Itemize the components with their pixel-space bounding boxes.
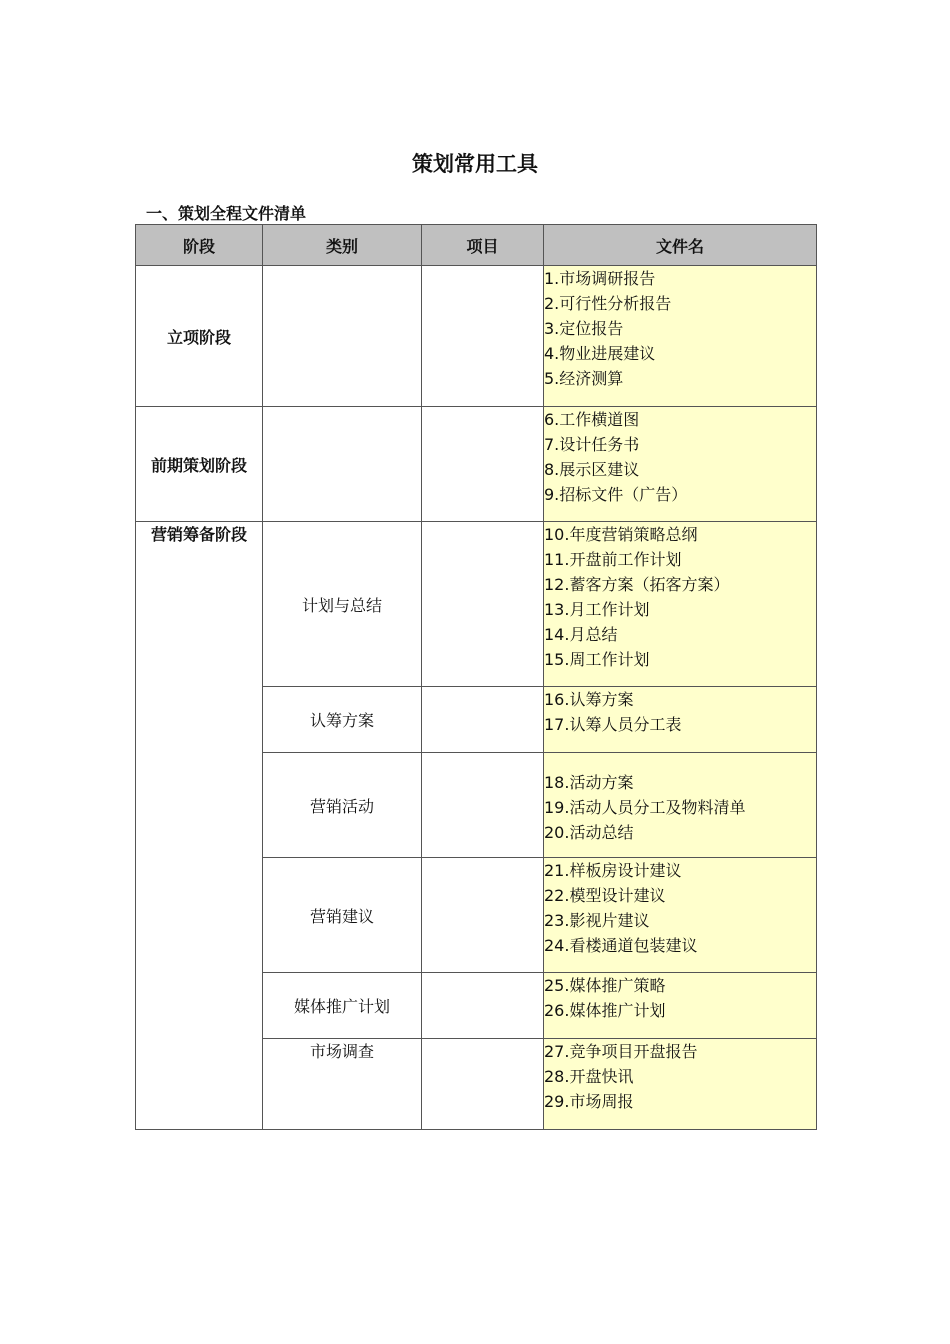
item-cell — [422, 973, 544, 1039]
table-row — [136, 407, 817, 522]
category-cell: 营销活动 — [263, 753, 422, 858]
file-item: 21.样板房设计建议 — [544, 861, 682, 880]
filename-cell — [544, 687, 817, 753]
file-item: 16.认筹方案 — [544, 690, 634, 709]
table-row — [136, 522, 817, 687]
file-item: 25.媒体推广策略 — [544, 976, 666, 995]
header-stage: 阶段 — [136, 225, 263, 266]
filename-cell — [544, 753, 817, 858]
category-cell: 认筹方案 — [263, 687, 422, 753]
table-header-row — [136, 225, 817, 266]
file-item: 22.模型设计建议 — [544, 886, 666, 905]
document-title: 策划常用工具 — [412, 152, 538, 176]
file-item: 26.媒体推广计划 — [544, 1001, 666, 1020]
file-item: 19.活动人员分工及物料清单 — [544, 798, 746, 817]
filename-cell — [544, 522, 817, 687]
stage-cell: 前期策划阶段 — [136, 407, 263, 522]
file-item: 8.展示区建议 — [544, 460, 640, 479]
item-cell — [422, 858, 544, 973]
stage-cell: 营销筹备阶段 — [136, 522, 263, 1130]
item-cell — [422, 407, 544, 522]
filename-cell — [544, 266, 817, 407]
file-item: 2.可行性分析报告 — [544, 294, 672, 313]
filename-cell — [544, 407, 817, 522]
category-cell: 媒体推广计划 — [263, 973, 422, 1039]
file-item: 5.经济测算 — [544, 369, 624, 388]
file-item: 27.竞争项目开盘报告 — [544, 1042, 698, 1061]
file-item: 10.年度营销策略总纲 — [544, 525, 698, 544]
category-cell: 营销建议 — [263, 858, 422, 973]
filename-cell — [544, 973, 817, 1039]
file-item: 23.影视片建议 — [544, 911, 650, 930]
item-cell — [422, 266, 544, 407]
item-cell — [422, 1039, 544, 1130]
category-cell: 市场调查 — [263, 1039, 422, 1130]
header-filename: 文件名 — [544, 225, 817, 266]
file-item: 7.设计任务书 — [544, 435, 640, 454]
header-item: 项目 — [422, 225, 544, 266]
header-category: 类别 — [263, 225, 422, 266]
file-item: 20.活动总结 — [544, 823, 634, 842]
file-item: 15.周工作计划 — [544, 650, 650, 669]
file-item: 11.开盘前工作计划 — [544, 550, 682, 569]
category-cell — [263, 266, 422, 407]
file-list-table — [135, 224, 817, 1130]
file-item: 28.开盘快讯 — [544, 1067, 634, 1086]
file-item: 14.月总结 — [544, 625, 618, 644]
file-item: 29.市场周报 — [544, 1092, 634, 1111]
category-cell — [263, 407, 422, 522]
item-cell — [422, 753, 544, 858]
filename-cell — [544, 858, 817, 973]
filename-cell — [544, 1039, 817, 1130]
file-item: 12.蓄客方案（拓客方案） — [544, 575, 730, 594]
file-item: 1.市场调研报告 — [544, 269, 656, 288]
file-item: 6.工作横道图 — [544, 410, 640, 429]
file-item: 9.招标文件（广告） — [544, 485, 688, 504]
file-item: 13.月工作计划 — [544, 600, 650, 619]
stage-cell: 立项阶段 — [136, 266, 263, 407]
item-cell — [422, 522, 544, 687]
file-item: 17.认筹人员分工表 — [544, 715, 682, 734]
category-cell: 计划与总结 — [263, 522, 422, 687]
file-item: 24.看楼通道包装建议 — [544, 936, 698, 955]
file-item: 18.活动方案 — [544, 773, 634, 792]
file-item: 3.定位报告 — [544, 319, 624, 338]
table-row — [136, 266, 817, 407]
section-heading: 一、策划全程文件清单 — [146, 204, 307, 223]
item-cell — [422, 687, 544, 753]
file-item: 4.物业进展建议 — [544, 344, 656, 363]
